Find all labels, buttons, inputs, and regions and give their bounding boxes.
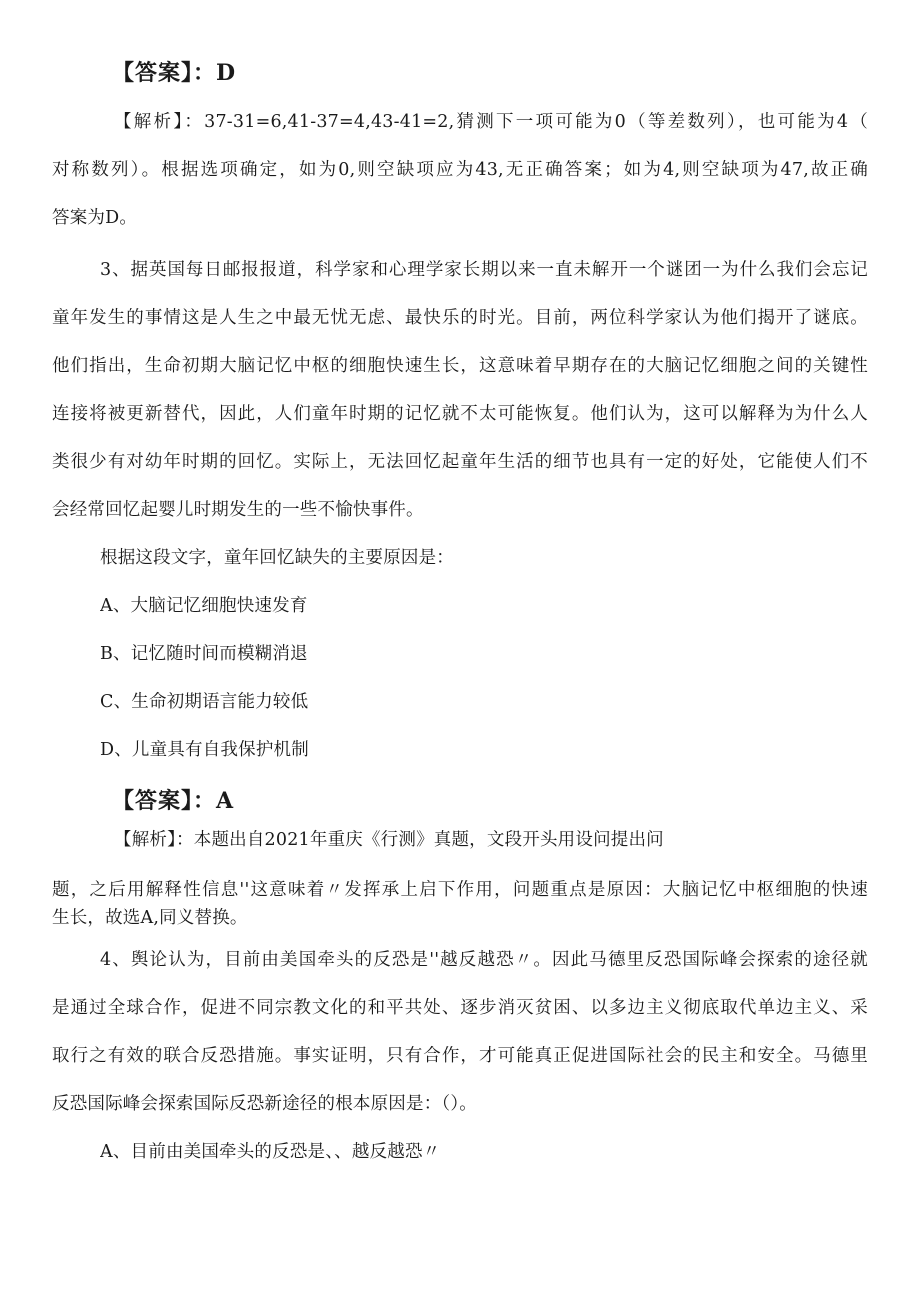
answer-heading-1	[112, 58, 236, 89]
question-3-line-2: 童年发生的事情这是人生之中最无忧无虑、最快乐的时光。目前，两位科学家认为他们揭开了谜底。	[52, 308, 868, 328]
answer-label: 【答案】：	[112, 789, 217, 814]
question-3-line-3: 他们指出，生命初期大脑记忆中枢的细胞快速生长，这意味着早期存在的大脑记忆细胞之间的关键性	[52, 356, 868, 376]
answer-heading-2	[112, 786, 234, 817]
answer-label: 【答案】：	[112, 61, 217, 86]
analysis-2-line-2: 题，之后用解释性信息''这意味着〃发挥承上启下作用，问题重点是原因：大脑记忆中枢细胞的快速	[52, 880, 868, 900]
question-4-line-1: 4、舆论认为，目前由美国牵头的反恐是''越反越恐〃。因此马德里反恐国际峰会探索的途径就	[100, 950, 868, 970]
question-3-line-4: 连接将被更新替代，因此，人们童年时期的记忆就不太可能恢复。他们认为，这可以解释为为什么人	[52, 404, 868, 424]
question-3-line-6: 会经常回忆起婴儿时期发生的一些不愉快事件。	[52, 500, 424, 520]
question-4-line-2: 是通过全球合作，促进不同宗教文化的和平共处、逐步消灭贫困、以多边主义彻底取代单边主义、采	[52, 998, 868, 1018]
analysis-1-line-1: 【解析】：37-31=6,41-37=4,43-41=2,猜测下一项可能为0（等差数列），也可能为4（	[114, 112, 868, 132]
answer-value: A	[216, 788, 235, 814]
question-4-option-a: A、目前由美国牵头的反恐是、、越反越恐〃	[100, 1142, 441, 1162]
question-3-option-a: A、大脑记忆细胞快速发育	[100, 596, 308, 616]
analysis-2-line-1: 【解析】：本题出自2021年重庆《行测》真题，文段开头用设问提出问	[114, 830, 664, 850]
question-3-option-c: C、生命初期语言能力较低	[100, 692, 309, 712]
question-4-line-4: 反恐国际峰会探索国际反恐新途径的根本原因是：（）。	[52, 1094, 477, 1114]
question-3-line-5: 类很少有对幼年时期的回忆。实际上，无法回忆起童年生活的细节也具有一定的好处，它能使人们不	[52, 452, 868, 472]
question-4-line-3: 取行之有效的联合反恐措施。事实证明，只有合作，才可能真正促进国际社会的民主和安全。马德里	[52, 1046, 868, 1066]
question-3-option-b: B、记忆随时间而模糊消退	[100, 644, 308, 664]
analysis-1-line-2: 对称数列）。根据选项确定，如为0,则空缺项应为43,无正确答案；如为4,则空缺项为47,故正确	[52, 160, 868, 180]
analysis-2-line-3: 生长，故选A,同义替换。	[52, 908, 248, 928]
answer-value: D	[216, 60, 237, 86]
question-3-line-1: 3、据英国每日邮报报道，科学家和心理学家长期以来一直未解开一个谜团一为什么我们会忘记	[100, 260, 868, 280]
question-3-option-d: D、儿童具有自我保护机制	[100, 740, 309, 760]
analysis-1-line-3: 答案为D。	[52, 208, 138, 228]
question-3-prompt: 根据这段文字，童年回忆缺失的主要原因是：	[100, 548, 454, 568]
